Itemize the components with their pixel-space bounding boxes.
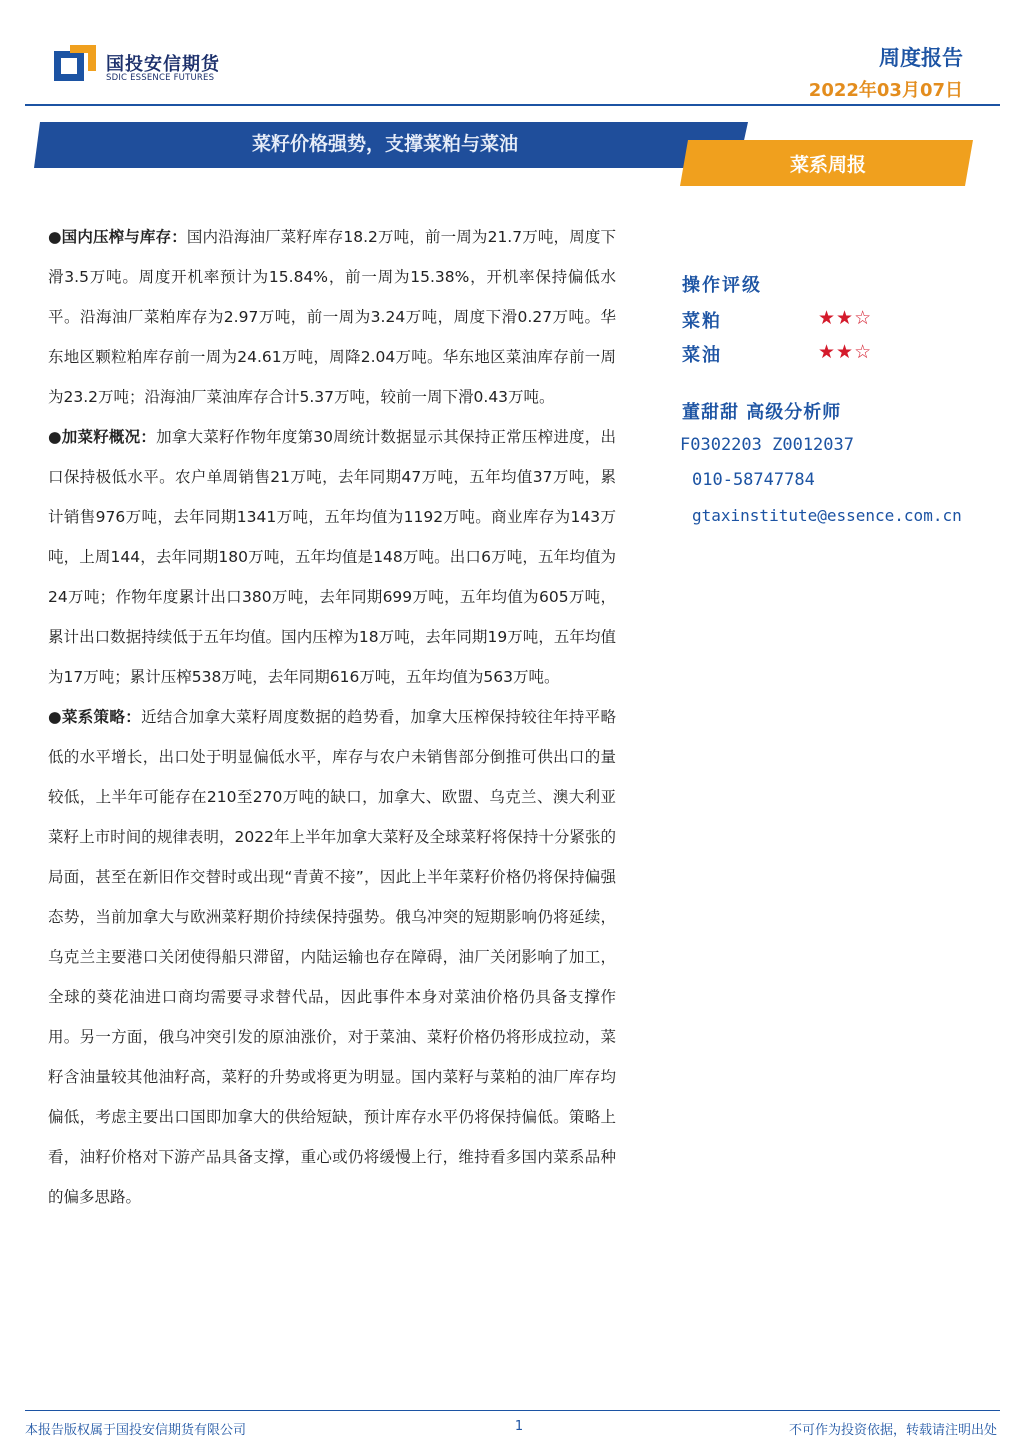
report-series-tag: 菜系周报 (789, 154, 866, 176)
rating-stars: ★★☆ (818, 307, 873, 329)
rating-stars: ★★☆ (818, 341, 873, 363)
report-type: 周度报告 (879, 46, 963, 70)
paragraph-canada-rapeseed (48, 417, 616, 697)
company-logo-icon (54, 43, 98, 85)
footer-disclaimer: 不可作为投资依据，转载请注明出处 (788, 1423, 997, 1438)
rating-product: 菜油 (682, 345, 722, 366)
company-name-cn: 国投安信期货 (106, 54, 220, 75)
analyst-name: 董甜甜 高级分析师 (682, 402, 842, 423)
paragraph-lead: ●菜系策略： (48, 708, 142, 726)
rating-product: 菜粕 (682, 311, 722, 332)
paragraph-lead: ●加菜籽概况： (48, 428, 157, 446)
rating-title: 操作评级 (682, 275, 762, 296)
report-body (48, 217, 616, 1217)
rating-row-meal (682, 307, 873, 341)
analyst-email[interactable]: gtaxinstitute@essence.com.cn (692, 506, 962, 525)
footer-divider (25, 1410, 1000, 1411)
company-name-en: SDIC ESSENCE FUTURES (106, 73, 215, 83)
report-title: 菜籽价格强势，支撑菜粕与菜油 (251, 133, 518, 155)
paragraph-crushing-inventory (48, 217, 616, 417)
report-date: 2022年03月07日 (808, 80, 963, 101)
rating-row-oil (682, 341, 873, 375)
analyst-license: F0302203 Z0012037 (680, 435, 854, 455)
paragraph-text: 国内沿海油厂菜籽库存18.2万吨，前一周为21.7万吨，周度下滑3.5万吨。周度开机率预计为15.84%，前一周为15.38%，开机率保持偏低水平。沿海油厂菜粕库存为2.97万吨，前一周为3.24万吨，周度下滑0.27万吨。华东地区颗粒粕库存前一周为24.61万吨，周降2.04万吨。华东地区菜油库存前一周为23.2万吨；沿海油厂菜油库存合计5.37万吨，较前一周下滑0.43万吨。 (48, 228, 616, 406)
rating-panel (682, 271, 873, 375)
page-number: 1 (514, 1419, 524, 1434)
paragraph-text: 近结合加拿大菜籽周度数据的趋势看，加拿大压榨保持较往年持平略低的水平增长，出口处于明显偏低水平，库存与农户未销售部分倒推可供出口的量较低，上半年可能存在210至270万吨的缺口，加拿大、欧盟、乌克兰、澳大利亚菜籽上市时间的规律表明，2022年上半年加拿大菜籽及全球菜籽将保持十分紧张的局面，甚至在新旧作交替时或出现“青黄不接”，因此上半年菜籽价格仍将保持偏强态势，当前加拿大与欧洲菜籽期价持续保持强势。俄乌冲突的短期影响仍将延续，乌克兰主要港口关闭使得船只滞留，内陆运输也存在障碍，油厂关闭影响了加工，全球的葵花油进口商均需要寻求替代品，因此事件本身对菜油价格仍具备支撑作用。另一方面，俄乌冲突引发的原油涨价，对于菜油、菜籽价格仍将形成拉动，菜籽含油量较其他油籽高，菜籽的升势或将更为明显。国内菜籽与菜粕的油厂库存均偏低，考虑主要出口国即加拿大的供给短缺，预计库存水平仍将保持偏低。策略上看，油籽价格对下游产品具备支撑，重心或仍将缓慢上行，维持看多国内菜系品种的偏多思路。 (48, 708, 616, 1206)
paragraph-strategy (48, 697, 616, 1217)
paragraph-text: 加拿大菜籽作物年度第30周统计数据显示其保持正常压榨进度，出口保持极低水平。农户单周销售21万吨，去年同期47万吨，五年均值37万吨，累计销售976万吨，去年同期1341万吨，五年均值为1192万吨。商业库存为143万吨，上周144，去年同期180万吨，五年均值是148万吨。出口6万吨，五年均值为24万吨；作物年度累计出口380万吨，去年同期699万吨，五年均值为605万吨，累计出口数据持续低于五年均值。国内压榨为18万吨，去年同期19万吨，五年均值为17万吨；累计压榨538万吨，去年同期616万吨，五年均值为563万吨。 (48, 428, 616, 686)
paragraph-lead: ●国内压榨与库存： (48, 228, 187, 246)
footer-copyright: 本报告版权属于国投安信期货有限公司 (25, 1423, 247, 1438)
analyst-phone: 010-58747784 (692, 470, 815, 490)
header-divider (25, 104, 1000, 106)
